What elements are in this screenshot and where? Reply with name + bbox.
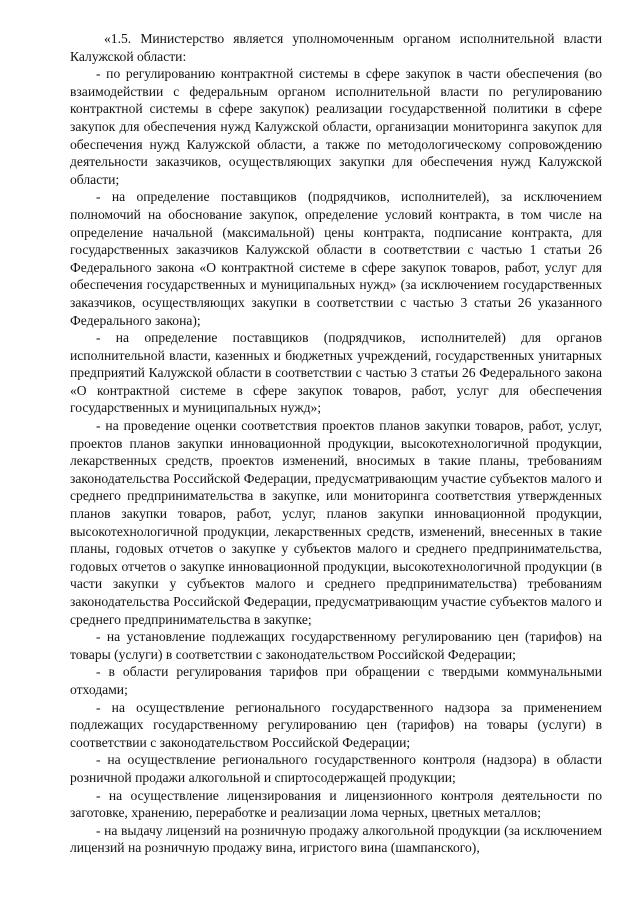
paragraph-contract-system-regulation: - по регулированию контрактной системы в сфере закупок в части обеспечения (во взаимодействии с федеральным органом исполнительной власти по регулированию контрактной системы в сфере закупок) реализации государственной политики в сфере закупок для обеспечения нужд Калужской области, организации мониторинга закупок для обеспечения нужд Калужской области, а также по методологическому сопровождению деятельности заказчиков, осуществляющих закупки для обеспечения нужд Калужской области; [70, 66, 602, 187]
paragraph-solid-waste-tariffs: - в области регулирования тарифов при обращении с твердыми коммунальными отходами; [70, 664, 602, 697]
document-page [70, 30, 602, 857]
paragraph-procurement-plans-assessment: - на проведение оценки соответствия проектов планов закупки товаров, работ, услуг, проектов планов закупки инновационной продукции, высокотехнологичной продукции, лекарственных средств, проектов изменений, вносимых в такие планы, требованиям законодательства Российской Федерации, предусматривающим участие субъектов малого и среднего предпринимательства в закупке, или мониторинга соответствия утвержденных планов закупки товаров, работ, услуг, планов закупки инновационной продукции, высокотехнологичной продукции, лекарственных средств, изменений, внесенных в такие планы, годовых отчетов о закупке у субъектов малого и среднего предпринимательства, годовых отчетов о закупке инновационной продукции, высокотехнологичной продукции (в части закупки у субъектов малого и среднего предпринимательства) требованиям законодательства Российской Федерации, предусматривающим участие субъектов малого и среднего предпринимательства в закупке; [70, 418, 602, 627]
paragraph-alcohol-licenses: - на выдачу лицензий на розничную продажу алкогольной продукции (за исключением лицензий на розничную продажу вина, игристого вина (шампанского), [70, 822, 602, 856]
paragraph-alcohol-sales-control: - на осуществление регионального государственного контроля (надзора) в области розничной продажи алкогольной и спиртосодержащей продукции; [70, 752, 602, 785]
paragraph-supplier-determination-executive-bodies: - на определение поставщиков (подрядчиков, исполнителей) для органов исполнительной власти, казенных и бюджетных учреждений, государственных унитарных предприятий Калужской области в соответствии с частью 3 статьи 26 Федерального закона «О контрактной системе в сфере закупок товаров, работ, услуг для обеспечения государственных и муниципальных нужд»; [70, 330, 602, 416]
paragraph-price-regulation: - на установление подлежащих государственному регулированию цен (тарифов) на товары (услуги) в соответствии с законодательством Российской Федерации; [70, 629, 602, 662]
paragraph-supplier-determination-state-customers: - на определение поставщиков (подрядчиков, исполнителей), за исключением полномочий на обоснование закупок, определение условий контракта, в том числе на определение начальной (максимальной) цены контракта, подписание контракта, для государственных заказчиков Калужской области в соответствии с частью 1 статьи 26 Федерального закона «О контрактной системе в сфере закупок товаров, работ, услуг для обеспечения государственных и муниципальных нужд» (за исключением государственных заказчиков, осуществляющих закупки в соответствии с частью 3 статьи 26 указанного Федерального закона); [70, 189, 602, 328]
paragraph-scrap-metal-licensing: - на осуществление лицензирования и лицензионного контроля деятельности по заготовке, хранению, переработке и реализации лома черных, цветных металлов; [70, 787, 602, 821]
paragraph-price-supervision: - на осуществление регионального государственного надзора за применением подлежащих государственному регулированию цен (тарифов) на товары (услуги) в соответствии с законодательством Российской Федерации; [70, 699, 602, 750]
section-1-5-heading: «1.5. Министерство является уполномоченным органом исполнительной власти Калужской области: [70, 31, 602, 64]
